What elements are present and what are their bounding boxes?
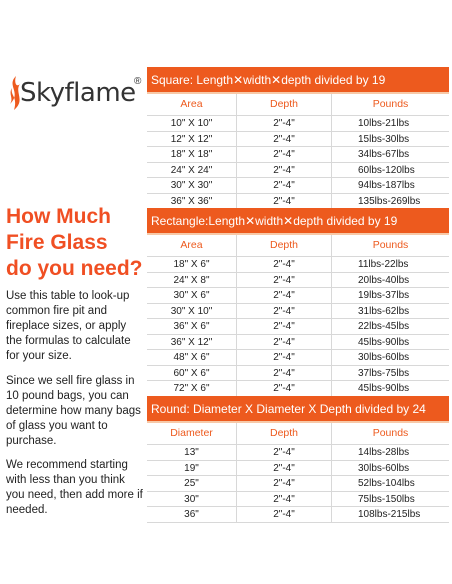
table-body — [147, 116, 449, 209]
cell-pounds: 34lbs-67lbs — [358, 149, 410, 160]
table-body — [147, 445, 449, 523]
cell-size: 30" X 30" — [147, 178, 237, 193]
table-row — [147, 381, 449, 397]
table-title: Rectangle:Length✕width✕depth divided by 19 — [147, 208, 449, 235]
brand-name: Skyflame — [20, 78, 136, 108]
table-row — [147, 273, 449, 289]
table-header-row — [147, 423, 449, 445]
table-row — [147, 116, 449, 132]
table-row — [147, 194, 449, 210]
cell-depth: 2"-4" — [237, 381, 332, 396]
rectangle-table — [147, 208, 449, 397]
cell-depth: 2"-4" — [237, 366, 332, 381]
cell-depth: 2"-4" — [237, 350, 332, 365]
cell-pounds: 31lbs-62lbs — [358, 305, 410, 317]
table-row — [147, 507, 449, 523]
cell-pounds: 22lbs-45lbs — [358, 321, 410, 332]
cell-pounds: 11lbs-22lbs — [358, 259, 409, 270]
cell-pounds: 108lbs-215lbs — [358, 509, 421, 520]
intro-paragraph: Use this table to look-up common fire pit and fireplace sizes, or apply the formulas to calculate for your size. — [6, 290, 131, 362]
table-row — [147, 366, 449, 382]
col-pounds: Pounds — [372, 239, 409, 251]
cell-depth: 2"-4" — [237, 273, 332, 288]
table-row — [147, 304, 449, 320]
headline-line-3: do you need? — [6, 257, 143, 280]
cell-pounds: 45lbs-90lbs — [358, 383, 410, 394]
recommendation-paragraph: We recommend starting with less than you think you need, then add more if needed. — [6, 459, 143, 516]
cell-size: 19" — [147, 461, 237, 476]
cell-pounds: 52lbs-104lbs — [358, 478, 415, 489]
bags-paragraph: Since we sell fire glass in 10 pound bags, you can determine how many bags of glass you want to purchase. — [6, 375, 141, 447]
cell-size: 18" X 6" — [147, 257, 237, 272]
cell-pounds: 14lbs-28lbs — [358, 447, 410, 458]
table-row — [147, 476, 449, 492]
cell-size: 36" X 12" — [147, 335, 237, 350]
cell-size: 36" — [147, 507, 237, 522]
cell-size: 30" — [147, 492, 237, 507]
cell-pounds: 15lbs-30lbs — [358, 133, 410, 145]
cell-depth: 2"-4" — [237, 304, 332, 319]
cell-depth: 2"-4" — [237, 163, 332, 178]
cell-pounds: 45lbs-90lbs — [358, 336, 410, 348]
table-row — [147, 319, 449, 335]
table-row — [147, 461, 449, 477]
cell-depth: 2"-4" — [237, 194, 332, 209]
cell-depth: 2"-4" — [237, 257, 332, 272]
col-diameter: Diameter — [147, 423, 237, 444]
cell-depth: 2"-4" — [237, 507, 332, 522]
cell-size: 36" X 36" — [147, 194, 237, 209]
table-title: Square: Length✕width✕depth divided by 19 — [147, 67, 449, 94]
cell-depth: 2"-4" — [237, 492, 332, 507]
headline — [6, 204, 146, 282]
cell-depth: 2"-4" — [237, 288, 332, 303]
table-row — [147, 492, 449, 508]
cell-size: 25" — [147, 476, 237, 491]
cell-size: 12" X 12" — [147, 132, 237, 147]
table-header-row — [147, 94, 449, 116]
brand-logo — [4, 72, 144, 116]
cell-size: 60" X 6" — [147, 366, 237, 381]
col-area: Area — [147, 94, 237, 115]
table-row — [147, 132, 449, 148]
table-body — [147, 257, 449, 397]
table-row — [147, 350, 449, 366]
cell-depth: 2"-4" — [237, 319, 332, 334]
col-area: Area — [147, 235, 237, 256]
cell-size: 13" — [147, 445, 237, 460]
col-pounds: Pounds — [372, 98, 409, 110]
table-header-row — [147, 235, 449, 257]
headline-line-2: Fire Glass — [6, 231, 108, 254]
cell-size: 72" X 6" — [147, 381, 237, 396]
col-pounds: Pounds — [372, 427, 409, 439]
cell-size: 24" X 24" — [147, 163, 237, 178]
table-row — [147, 335, 449, 351]
cell-size: 24" X 8" — [147, 273, 237, 288]
cell-size: 36" X 6" — [147, 319, 237, 334]
cell-depth: 2"-4" — [237, 147, 332, 162]
cell-size: 18" X 18" — [147, 147, 237, 162]
cell-depth: 2"-4" — [237, 116, 332, 131]
col-depth: Depth — [237, 423, 332, 444]
col-depth: Depth — [237, 235, 332, 256]
cell-size: 48" X 6" — [147, 350, 237, 365]
cell-pounds: 19lbs-37lbs — [358, 290, 410, 301]
cell-pounds: 30lbs-60lbs — [358, 352, 410, 363]
cell-depth: 2"-4" — [237, 461, 332, 476]
cell-depth: 2"-4" — [237, 178, 332, 193]
round-table — [147, 396, 449, 523]
cell-pounds: 10lbs-21lbs — [358, 118, 410, 129]
col-depth: Depth — [237, 94, 332, 115]
table-row — [147, 147, 449, 163]
table-row — [147, 257, 449, 273]
cell-depth: 2"-4" — [237, 445, 332, 460]
cell-depth: 2"-4" — [237, 476, 332, 491]
cell-pounds: 37lbs-75lbs — [358, 367, 410, 379]
cell-pounds: 75lbs-150lbs — [358, 493, 415, 505]
cell-pounds: 30lbs-60lbs — [358, 462, 410, 474]
registered-mark: ® — [134, 76, 142, 87]
cell-size: 30" X 10" — [147, 304, 237, 319]
table-row — [147, 178, 449, 194]
table-row — [147, 288, 449, 304]
cell-depth: 2"-4" — [237, 132, 332, 147]
table-row — [147, 163, 449, 179]
table-row — [147, 445, 449, 461]
table-title: Round: Diameter X Diameter X Depth divided by 24 — [147, 396, 449, 423]
cell-pounds: 135lbs-269lbs — [358, 195, 421, 207]
cell-pounds: 20lbs-40lbs — [358, 274, 410, 286]
cell-pounds: 94lbs-187lbs — [358, 180, 415, 191]
cell-pounds: 60lbs-120lbs — [358, 164, 415, 176]
square-table — [147, 67, 449, 209]
cell-size: 10" X 10" — [147, 116, 237, 131]
cell-size: 30" X 6" — [147, 288, 237, 303]
headline-line-1: How Much — [6, 205, 111, 228]
cell-depth: 2"-4" — [237, 335, 332, 350]
